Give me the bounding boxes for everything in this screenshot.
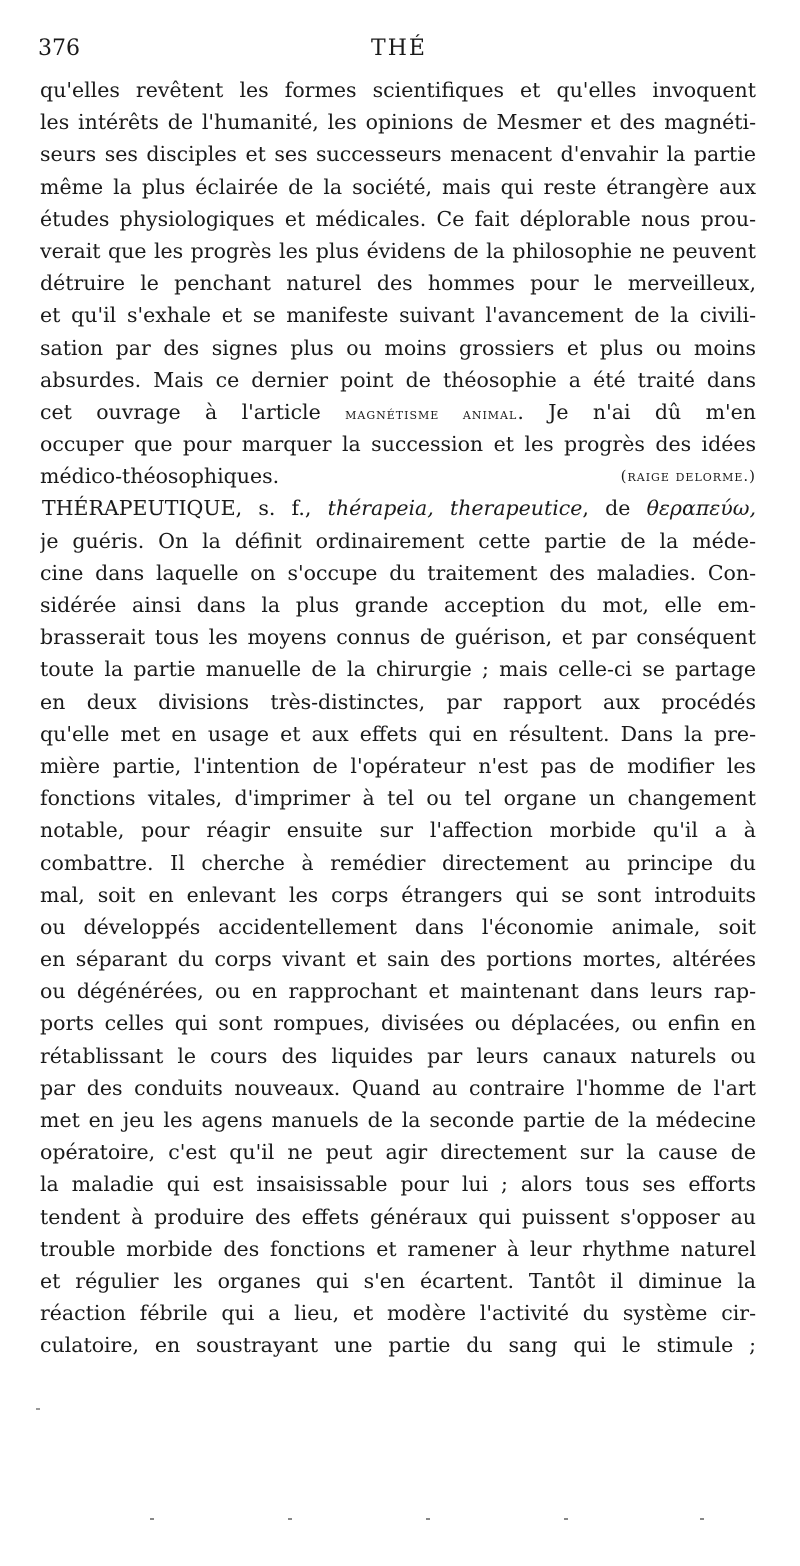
text-line: même la plus éclairée de la société, mais qui reste étrangère aux bbox=[40, 174, 756, 199]
text-line: détruire le penchant naturel des hommes pour le merveilleux, bbox=[40, 271, 756, 296]
text-line bbox=[40, 396, 756, 428]
text-line: ou dégénérées, ou en rapprochant et maintenant dans leurs rap- bbox=[40, 979, 756, 1004]
text-run: . Je n'ai dû m'en bbox=[517, 399, 756, 424]
text-line bbox=[40, 460, 756, 492]
print-mark bbox=[564, 1518, 568, 1520]
author-signature: (raige delorme.) bbox=[620, 467, 756, 486]
text-column bbox=[40, 74, 756, 1362]
text-line: culatoire, en soustrayant une partie du sang qui le stimule ; bbox=[40, 1333, 756, 1358]
print-mark bbox=[426, 1518, 430, 1520]
text-line: je guéris. On la définit ordinairement cette partie de la méde- bbox=[40, 528, 756, 553]
text-line: réaction fébrile qui a lieu, et modère l'activité du système cir- bbox=[40, 1301, 756, 1326]
text-line: occuper que pour marquer la succession et les progrès des idées bbox=[40, 432, 756, 457]
entry-etymology: thérapeia, therapeutice bbox=[327, 496, 583, 521]
print-mark bbox=[150, 1518, 154, 1520]
text-line: rétablissant le cours des liquides par leurs canaux naturels ou bbox=[40, 1043, 756, 1068]
text-line: et régulier les organes qui s'en écartent. Tantôt il diminue la bbox=[40, 1268, 756, 1293]
print-mark bbox=[288, 1518, 292, 1520]
text-line: mière partie, l'intention de l'opérateur n'est pas de modifier les bbox=[40, 753, 756, 778]
entry-headline bbox=[40, 492, 756, 524]
text-line: qu'elles revêtent les formes scientifiques et qu'elles invoquent bbox=[40, 78, 756, 102]
text-line: sation par des signes plus ou moins grossiers et plus ou moins bbox=[40, 335, 756, 360]
text-line: par des conduits nouveaux. Quand au contraire l'homme de l'art bbox=[40, 1075, 756, 1100]
greek-word: θεραπεύω, bbox=[646, 496, 756, 521]
text-line: met en jeu les agens manuels de la seconde partie de la médecine bbox=[40, 1108, 756, 1132]
paper-speck bbox=[36, 1408, 40, 1410]
text-line: études physiologiques et médicales. Ce fait déplorable nous prou- bbox=[40, 206, 756, 231]
text-line: fonctions vitales, d'imprimer à tel ou tel organe un changement bbox=[40, 786, 756, 811]
text-run: cet ouvrage à l'article bbox=[40, 399, 346, 424]
text-line: tendent à produire des effets généraux qui puissent s'opposer au bbox=[40, 1204, 756, 1229]
text-line: la maladie qui est insaisissable pour lui ; alors tous ses efforts bbox=[40, 1172, 756, 1197]
text-line: qu'elle met en usage et aux effets qui en résultent. Dans la pre- bbox=[40, 721, 756, 746]
text-line: notable, pour réagir ensuite sur l'affection morbide qu'il a à bbox=[40, 818, 756, 843]
text-line: absurdes. Mais ce dernier point de théosophie a été traité dans bbox=[40, 367, 756, 392]
page-header bbox=[38, 36, 760, 66]
text-line: verait que les progrès les plus évidens de la philosophie ne peuvent bbox=[40, 238, 756, 263]
text-line: cine dans laquelle on s'occupe du traitement des maladies. Con- bbox=[40, 560, 756, 585]
text-line: et qu'il s'exhale et se manifeste suivant l'avancement de la civili- bbox=[40, 303, 756, 328]
text-line: ou développés accidentellement dans l'économie animale, soit bbox=[40, 914, 756, 939]
text-run: , de bbox=[582, 496, 647, 521]
text-line: toute la partie manuelle de la chirurgie ; mais celle-ci se partage bbox=[40, 657, 756, 682]
text-line: en séparant du corps vivant et sain des portions mortes, altérées bbox=[40, 947, 756, 972]
running-head: THÉ bbox=[371, 36, 427, 61]
text-line: opératoire, c'est qu'il ne peut agir directement sur la cause de bbox=[40, 1140, 756, 1165]
text-line: les intérêts de l'humanité, les opinions de Mesmer et des magnéti- bbox=[40, 110, 756, 135]
print-mark bbox=[700, 1518, 704, 1520]
bottom-print-marks bbox=[140, 1518, 760, 1528]
page-number: 376 bbox=[38, 36, 80, 61]
text-line: seurs ses disciples et ses successeurs menacent d'envahir la partie bbox=[40, 142, 756, 167]
text-line: en deux divisions très-distinctes, par rapport aux procédés bbox=[40, 689, 756, 714]
entry-term: THÉRAPEUTIQUE, s. f., bbox=[42, 496, 328, 521]
text-line: combattre. Il cherche à remédier directement au principe du bbox=[40, 850, 756, 875]
text-line: trouble morbide des fonctions et ramener à leur rhythme naturel bbox=[40, 1236, 756, 1261]
text-line: brasserait tous les moyens connus de guérison, et par conséquent bbox=[40, 625, 756, 650]
text-line: ports celles qui sont rompues, divisées ou déplacées, ou enfin en bbox=[40, 1011, 756, 1036]
text-line: mal, soit en enlevant les corps étrangers qui se sont introduits bbox=[40, 882, 756, 907]
text-line: sidérée ainsi dans la plus grande acception du mot, elle em- bbox=[40, 593, 756, 617]
cross-reference: magnétisme animal bbox=[345, 404, 518, 423]
text-run: médico-théosophiques. bbox=[40, 464, 280, 489]
